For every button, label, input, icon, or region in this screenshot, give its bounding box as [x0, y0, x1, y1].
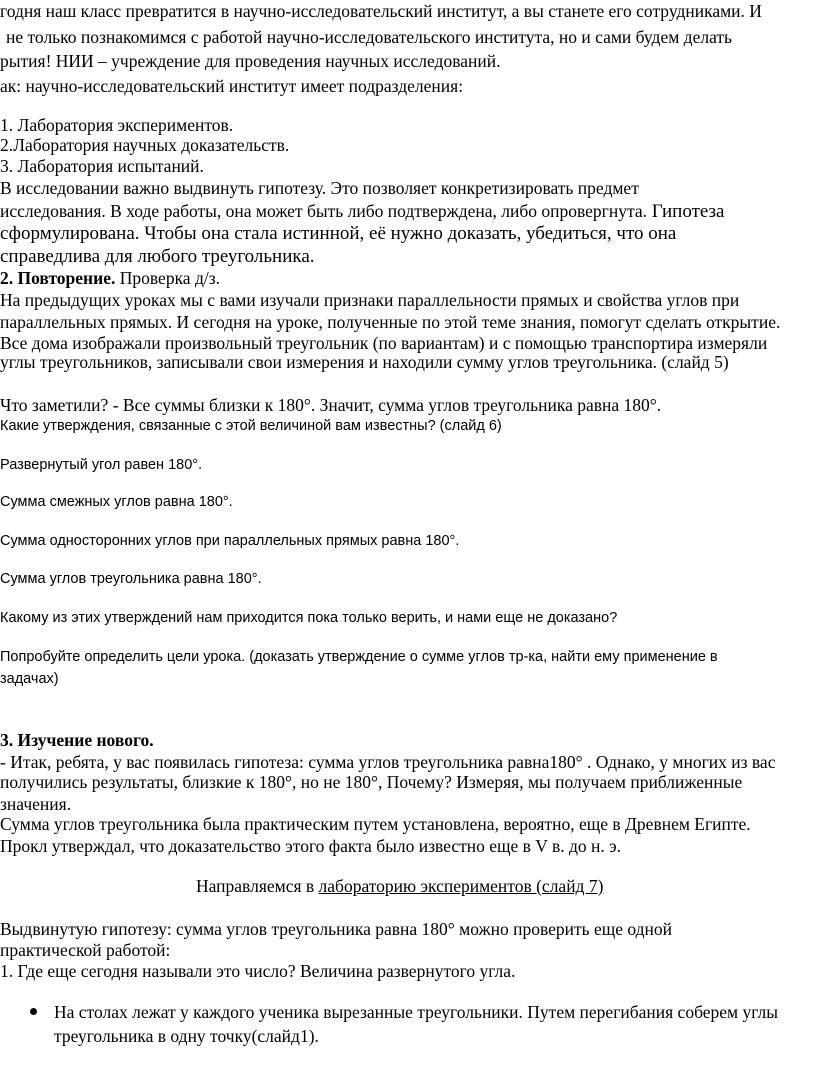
bullet-item-line-2: треугольника в одну точку(слайд1). [54, 1026, 319, 1046]
hypothesis-line-3: сформулирована. Чтобы она стала истинной, её нужно доказать, убедиться, что она [0, 223, 677, 244]
section-3-line-2: получились результаты, близкие к 180°, но не 180°, Почему? Измеряя, мы получаем приближенные [0, 772, 743, 792]
section-2-paragraph-line-1: На предыдущих уроках мы с вами изучали признаки параллельности прямых и свойства углов при [0, 290, 740, 310]
intro-line-3: рытия! НИИ – учреждение для проведения научных исследований. [0, 51, 501, 71]
section-3-line-6: Выдвинутую гипотезу: сумма углов треугольника равна 180° можно проверить еще одной [0, 919, 673, 939]
section-3-line-5: Прокл утверждал, что доказательство этого факта было известно еще в V в. до н. э. [0, 836, 622, 856]
lab-direction-text: Направляемся в [196, 876, 319, 896]
hypothesis-line-1: В исследовании важно выдвинуть гипотезу. Это позволяет конкретизировать предмет [0, 178, 639, 198]
section-3-heading: 3. Изучение нового. [0, 730, 154, 750]
section-2-title: 2. Повторение. [0, 268, 116, 288]
section-2-heading [0, 267, 220, 289]
section-2-paragraph-line-3: Все дома изображали произвольный треугольник (по вариантам) и с помощью транспортира измеряли [0, 333, 768, 353]
lab-item-2: 2.Лаборатория научных доказательств. [0, 135, 290, 155]
section-2-subtitle: Проверка д/з. [115, 268, 220, 288]
statement-4: Сумма углов треугольника равна 180°. [0, 571, 262, 587]
noticed-line: Что заметили? - Все суммы близки к 180°. Значит, сумма углов треугольника равна 180°. [0, 395, 662, 415]
section-3-line-4: Сумма углов треугольника была практическим путем установлена, вероятно, еще в Древнем Египте. [0, 814, 751, 834]
section-3-line-1: - Итак, ребята, у вас появилась гипотеза: сумма углов треугольника равна180° . Однако, у многих из вас [0, 752, 776, 772]
intro-line-2: не только познакомимся с работой научно-исследовательского института, но и сами будем делать [6, 27, 733, 47]
question-statements: Какие утверждения, связанные с этой величиной вам известны? (слайд 6) [0, 418, 502, 434]
statement-1: Развернутый угол равен 180°. [0, 457, 203, 473]
bullet-item-line-1: На столах лежат у каждого ученика вырезанные треугольники. Путем перегибания соберем углы [54, 1002, 779, 1022]
intro-line-4: ак: научно-исследовательский институт имеет подразделения: [0, 76, 464, 96]
lab-direction-line [196, 875, 603, 897]
section-3-line-3: значения. [0, 794, 72, 814]
section-2-paragraph-line-4: углы треугольников, записывали свои измерения и находили сумму углов треугольника. (слайд 5) [0, 352, 729, 372]
hypothesis-line-2b: Гипотеза [646, 201, 725, 222]
lab-item-3: 3. Лаборатория испытаний. [0, 156, 204, 176]
section-2-paragraph-line-2: параллельных прямых. И сегодня на уроке, полученные по этой теме знания, помогут сделать открытие. [0, 312, 781, 332]
bullet-dot [30, 1008, 37, 1015]
lab-item-1: 1. Лаборатория экспериментов. [0, 115, 234, 135]
statement-3: Сумма односторонних углов при параллельных прямых равна 180°. [0, 533, 460, 549]
question-goals-line-2: задачах) [0, 671, 59, 687]
section-3-line-7: практической работой: [0, 940, 171, 960]
section-3-line-8: 1. Где еще сегодня называли это число? Величина развернутого угла. [0, 961, 516, 981]
lab-experiments-link[interactable]: лабораторию экспериментов (слайд 7) [318, 876, 604, 896]
question-belief: Какому из этих утверждений нам приходится пока только верить, и нами еще не доказано? [0, 610, 618, 626]
hypothesis-line-2 [0, 200, 724, 223]
statement-2: Сумма смежных углов равна 180°. [0, 494, 233, 510]
hypothesis-line-4: справедлива для любого треугольника. [0, 246, 315, 267]
hypothesis-line-2a: исследования. В ходе работы, она может быть либо подтверждена, либо опровергнута. [0, 201, 647, 221]
question-goals-line-1: Попробуйте определить цели урока. (доказать утверждение о сумме углов тр-ка, найти ему применение в [0, 649, 718, 665]
intro-line-1: годня наш класс превратится в научно-исследовательский институт, а вы станете его сотрудниками. И [0, 1, 762, 21]
